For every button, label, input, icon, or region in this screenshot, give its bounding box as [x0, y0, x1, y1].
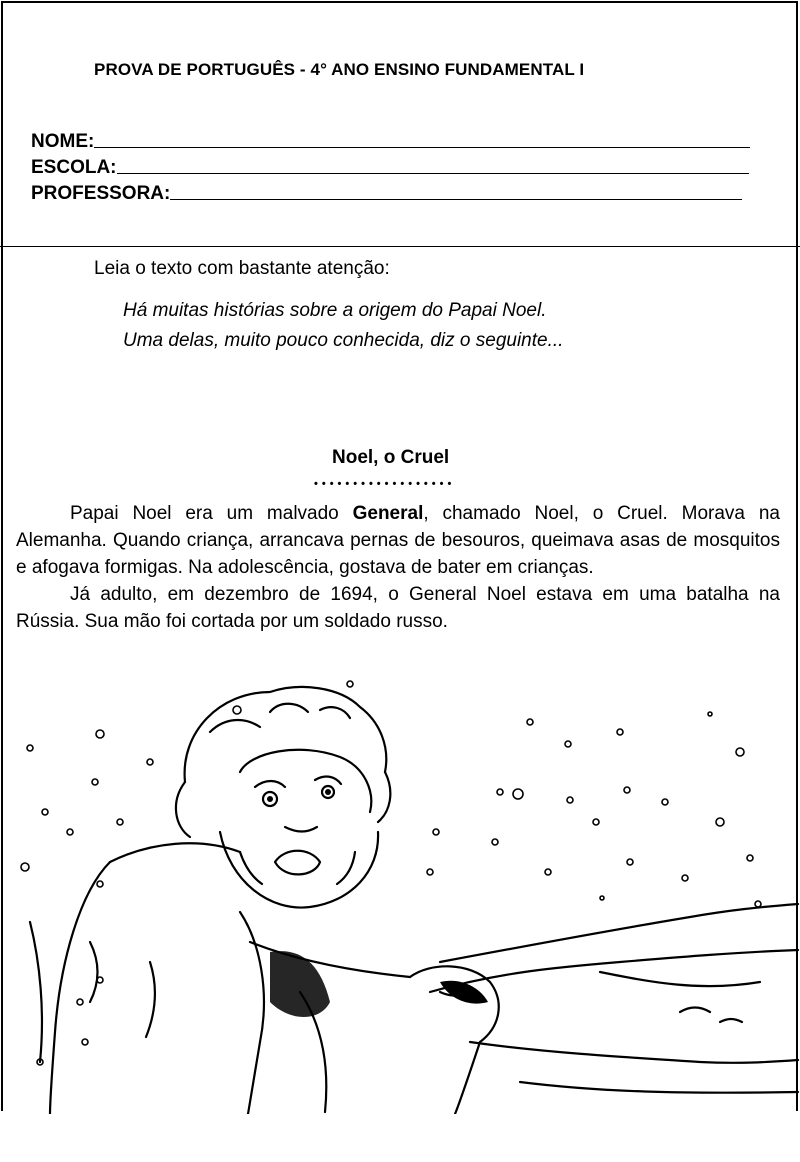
story-title: Noel, o Cruel [332, 447, 450, 468]
name-line[interactable] [94, 146, 750, 148]
school-line[interactable] [117, 172, 749, 174]
name-field[interactable] [31, 131, 750, 153]
instruction-text: Leia o texto com bastante atenção: [94, 258, 390, 279]
title-dots: •••••••••••••••••• [314, 478, 456, 490]
general-word: General [352, 503, 424, 524]
paragraph-1-start: Papai Noel era um malvado [70, 503, 353, 524]
story-paragraph-1 [16, 500, 780, 581]
school-label: ESCOLA: [31, 157, 117, 178]
name-label: NOME: [31, 131, 95, 152]
school-field[interactable] [31, 157, 749, 179]
header-divider [0, 246, 800, 247]
story-paragraph-2: Já adulto, em dezembro de 1694, o General Noel estava em uma batalha na Rússia. Sua mão foi cortada por um soldado russo. [16, 584, 780, 632]
paragraph-1-end: , chamado Noel, o Cruel. Morava na Alemanha. Quando criança, arrancava pernas de besouros, queimava asas de mosquitos e afogava formigas. Na adolescência, gostava de bater em crianças. [16, 503, 780, 578]
story-body [16, 500, 780, 635]
intro-line-2: Uma delas, muito pouco conhecida, diz o seguinte... [123, 330, 564, 351]
teacher-label: PROFESSORA: [31, 183, 171, 204]
intro-line-1: Há muitas histórias sobre a origem do Papai Noel. [123, 300, 547, 321]
santa-illustration [0, 662, 800, 1114]
teacher-field[interactable] [31, 183, 742, 205]
intro-text [123, 296, 563, 356]
teacher-line[interactable] [170, 198, 742, 200]
page-title: PROVA DE PORTUGUÊS - 4° ANO ENSINO FUNDAMENTAL I [94, 60, 585, 79]
